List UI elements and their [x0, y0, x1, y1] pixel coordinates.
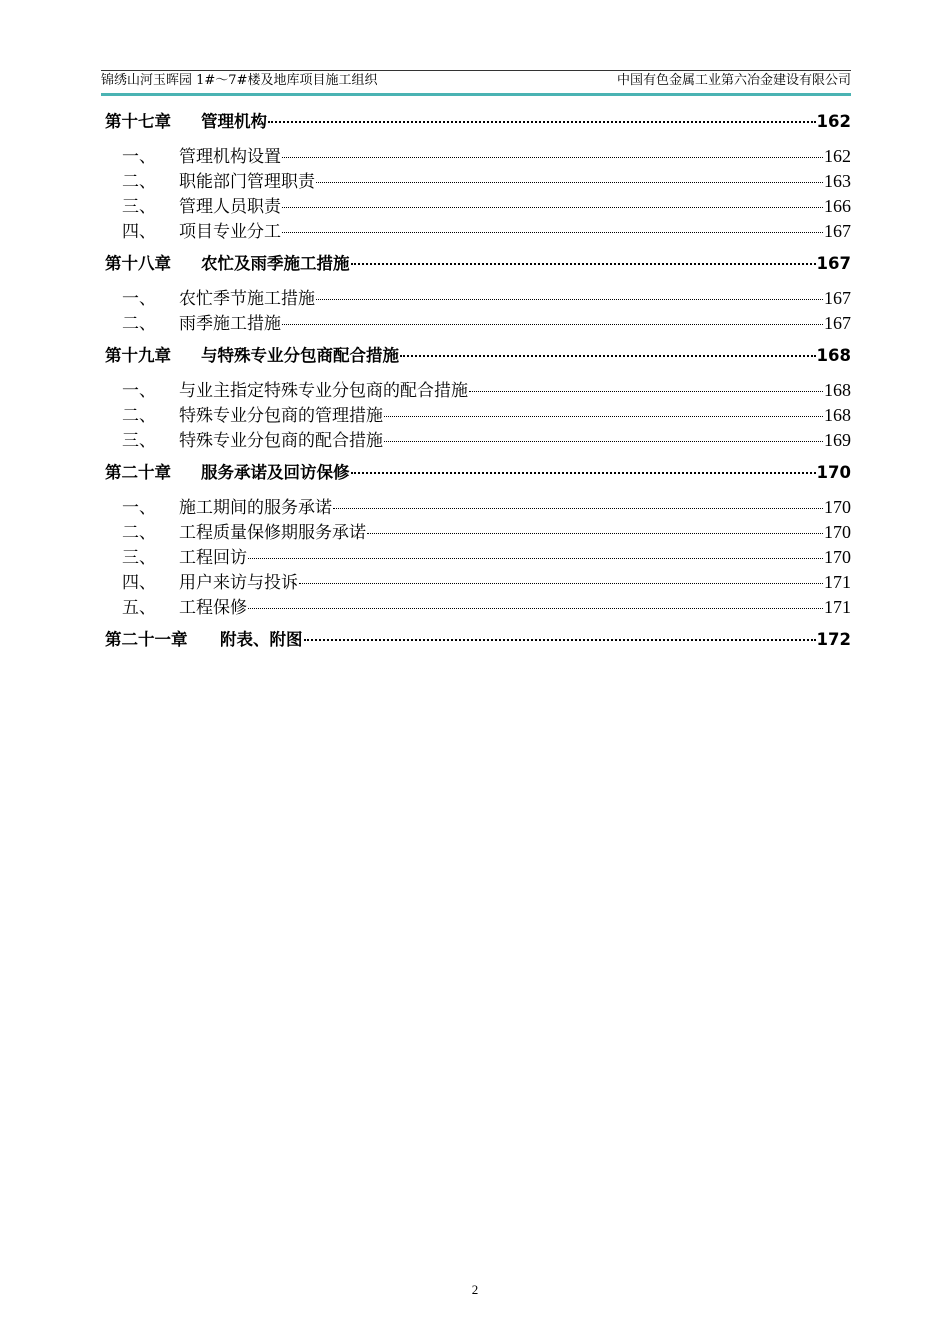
toc-entry-page: 162 — [824, 146, 851, 166]
table-of-contents — [105, 109, 851, 662]
toc-entry-number: 三、 — [122, 431, 156, 451]
toc-section-entry[interactable] — [105, 495, 851, 520]
toc-entry-title: 管理机构设置 — [179, 147, 281, 167]
toc-section-entry[interactable] — [105, 311, 851, 336]
toc-entry-page: 170 — [824, 497, 851, 517]
toc-section-entry[interactable] — [105, 286, 851, 311]
toc-dot-leader — [384, 441, 823, 442]
toc-section-entry[interactable] — [105, 428, 851, 453]
toc-dot-leader — [282, 232, 823, 233]
toc-entry-page: 163 — [824, 171, 851, 191]
toc-entry-number: 二、 — [122, 314, 156, 334]
header-company-name: 中国有色金属工业第六冶金建设有限公司 — [616, 73, 851, 88]
toc-entry-page: 166 — [824, 196, 851, 216]
toc-entry-title: 管理人员职责 — [179, 197, 281, 217]
toc-section-entry[interactable] — [105, 219, 851, 244]
toc-dot-leader — [316, 299, 823, 300]
toc-entry-number: 五、 — [122, 598, 156, 618]
toc-section-entry[interactable] — [105, 144, 851, 169]
toc-entry-number: 一、 — [122, 147, 156, 167]
toc-entry-number: 二、 — [122, 406, 156, 426]
toc-dot-leader — [367, 533, 823, 534]
toc-entry-title: 管理机构 — [201, 112, 267, 131]
toc-entry-page: 167 — [824, 288, 851, 308]
toc-dot-leader — [248, 558, 823, 559]
toc-entry-number: 一、 — [122, 381, 156, 401]
toc-dot-leader — [469, 391, 823, 392]
toc-entry-title: 雨季施工措施 — [179, 314, 281, 334]
toc-dot-leader — [268, 121, 816, 123]
toc-entry-title: 附表、附图 — [220, 630, 303, 649]
toc-section-entry[interactable] — [105, 194, 851, 219]
toc-entry-number: 四、 — [122, 222, 156, 242]
toc-entry-page: 167 — [816, 254, 851, 273]
toc-entry-page: 170 — [824, 547, 851, 567]
toc-dot-leader — [304, 639, 816, 641]
toc-entry-page: 171 — [824, 597, 851, 617]
page-header — [101, 70, 851, 98]
toc-entry-page: 169 — [824, 430, 851, 450]
toc-dot-leader — [351, 472, 816, 474]
toc-entry-number: 二、 — [122, 172, 156, 192]
toc-section-entry[interactable] — [105, 520, 851, 545]
toc-dot-leader — [299, 583, 823, 584]
toc-entry-number: 三、 — [122, 197, 156, 217]
header-top-rule — [101, 70, 851, 71]
toc-entry-title: 农忙及雨季施工措施 — [201, 254, 350, 273]
toc-entry-number: 一、 — [122, 498, 156, 518]
toc-entry-number: 三、 — [122, 548, 156, 568]
toc-entry-number: 第二十一章 — [105, 630, 188, 649]
toc-chapter-entry[interactable] — [105, 251, 851, 277]
page-number: 2 — [471, 1282, 479, 1297]
toc-entry-page: 172 — [816, 630, 851, 649]
toc-dot-leader — [351, 263, 816, 265]
toc-dot-leader — [282, 207, 823, 208]
header-project-title: 锦绣山河玉晖园 1#～7#楼及地库项目施工组织 — [101, 73, 378, 88]
toc-chapter-entry[interactable] — [105, 109, 851, 135]
toc-entry-title: 服务承诺及回访保修 — [201, 463, 350, 482]
toc-dot-leader — [400, 355, 816, 357]
toc-entry-number: 四、 — [122, 573, 156, 593]
toc-entry-page: 167 — [824, 313, 851, 333]
toc-entry-page: 162 — [816, 112, 851, 131]
toc-entry-title: 用户来访与投诉 — [179, 573, 298, 593]
toc-dot-leader — [384, 416, 823, 417]
toc-entry-title: 与业主指定特殊专业分包商的配合措施 — [179, 381, 468, 401]
toc-chapter-entry[interactable] — [105, 343, 851, 369]
toc-entry-title: 特殊专业分包商的管理措施 — [179, 406, 383, 426]
toc-entry-page: 171 — [824, 572, 851, 592]
toc-entry-number: 第二十章 — [105, 463, 171, 482]
toc-entry-title: 特殊专业分包商的配合措施 — [179, 431, 383, 451]
toc-section-entry[interactable] — [105, 403, 851, 428]
toc-chapter-entry[interactable] — [105, 627, 851, 653]
toc-section-entry[interactable] — [105, 570, 851, 595]
toc-section-entry[interactable] — [105, 545, 851, 570]
toc-entry-page: 168 — [824, 405, 851, 425]
toc-entry-title: 工程回访 — [179, 548, 247, 568]
toc-entry-title: 农忙季节施工措施 — [179, 289, 315, 309]
toc-entry-page: 168 — [816, 346, 851, 365]
toc-section-entry[interactable] — [105, 169, 851, 194]
toc-entry-title: 工程保修 — [179, 598, 247, 618]
toc-entry-number: 第十九章 — [105, 346, 171, 365]
header-accent-rule — [101, 93, 851, 96]
toc-dot-leader — [248, 608, 823, 609]
toc-entry-page: 168 — [824, 380, 851, 400]
toc-entry-number: 二、 — [122, 523, 156, 543]
toc-entry-title: 工程质量保修期服务承诺 — [179, 523, 366, 543]
toc-entry-number: 第十七章 — [105, 112, 171, 131]
toc-dot-leader — [282, 157, 823, 158]
toc-chapter-entry[interactable] — [105, 460, 851, 486]
toc-entry-title: 与特殊专业分包商配合措施 — [201, 346, 399, 365]
toc-section-entry[interactable] — [105, 595, 851, 620]
toc-dot-leader — [316, 182, 823, 183]
toc-dot-leader — [333, 508, 823, 509]
toc-dot-leader — [282, 324, 823, 325]
toc-entry-page: 170 — [816, 463, 851, 482]
toc-entry-title: 项目专业分工 — [179, 222, 281, 242]
toc-entry-number: 第十八章 — [105, 254, 171, 273]
toc-entry-title: 职能部门管理职责 — [179, 172, 315, 192]
toc-entry-title: 施工期间的服务承诺 — [179, 498, 332, 518]
toc-entry-number: 一、 — [122, 289, 156, 309]
toc-entry-page: 167 — [824, 221, 851, 241]
toc-entry-page: 170 — [824, 522, 851, 542]
toc-section-entry[interactable] — [105, 378, 851, 403]
